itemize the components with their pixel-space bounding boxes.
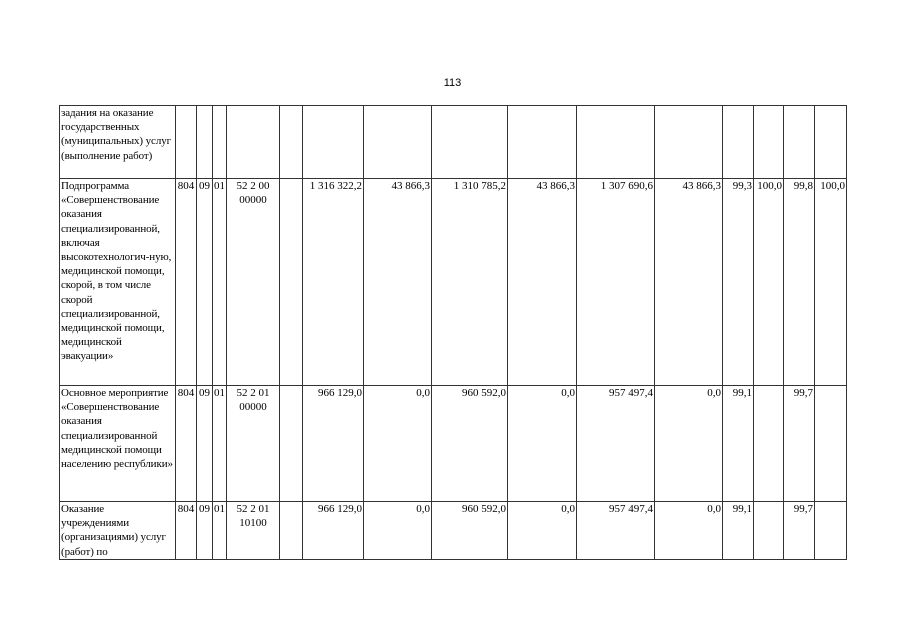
value-cell: 0,0 xyxy=(364,386,432,502)
grbs-code xyxy=(176,106,197,179)
value-cell xyxy=(364,106,432,179)
section-code: 09 xyxy=(197,179,213,386)
value-cell xyxy=(508,106,577,179)
section-code xyxy=(197,106,213,179)
value-cell: 43 866,3 xyxy=(655,179,723,386)
table-row xyxy=(60,502,847,560)
percent-cell: 99,7 xyxy=(784,502,815,560)
value-cell: 966 129,0 xyxy=(303,502,364,560)
value-cell: 0,0 xyxy=(364,502,432,560)
percent-cell xyxy=(754,106,784,179)
value-cell: 43 866,3 xyxy=(364,179,432,386)
percent-cell: 99,1 xyxy=(723,386,754,502)
percent-cell: 99,8 xyxy=(784,179,815,386)
subsection-code: 01 xyxy=(213,386,227,502)
expense-type-code xyxy=(280,502,303,560)
value-cell: 966 129,0 xyxy=(303,386,364,502)
table-row xyxy=(60,179,847,386)
target-article-code xyxy=(227,106,280,179)
target-article-code: 52 2 01 00000 xyxy=(227,386,280,502)
percent-cell: 100,0 xyxy=(815,179,847,386)
grbs-code: 804 xyxy=(176,386,197,502)
value-cell: 0,0 xyxy=(508,386,577,502)
row-name: Подпрограмма «Совершенствование оказания специализированной, включая высокотехнологич-ную, медицинской помощи, скорой, в том числе скорой специализированной, медицинской помощи, медицинской эвакуации» xyxy=(60,179,176,386)
target-article-code: 52 2 00 00000 xyxy=(227,179,280,386)
target-article-code: 52 2 01 10100 xyxy=(227,502,280,560)
grbs-code: 804 xyxy=(176,179,197,386)
subsection-code: 01 xyxy=(213,179,227,386)
percent-cell: 99,1 xyxy=(723,502,754,560)
expense-type-code xyxy=(280,179,303,386)
row-name: Оказание учреждениями (организациями) услуг (работ) по xyxy=(60,502,176,560)
value-cell: 957 497,4 xyxy=(577,386,655,502)
row-name: задания на оказание государственных (муниципальных) услуг (выполнение работ) xyxy=(60,106,176,179)
value-cell: 0,0 xyxy=(508,502,577,560)
section-code: 09 xyxy=(197,502,213,560)
value-cell xyxy=(577,106,655,179)
expense-type-code xyxy=(280,106,303,179)
value-cell: 1 316 322,2 xyxy=(303,179,364,386)
value-cell: 1 310 785,2 xyxy=(432,179,508,386)
value-cell: 960 592,0 xyxy=(432,502,508,560)
percent-cell: 99,3 xyxy=(723,179,754,386)
percent-cell xyxy=(815,106,847,179)
budget-table xyxy=(59,105,847,560)
row-name: Основное мероприятие «Совершенствование оказания специализированной медицинской помощи населению республики» xyxy=(60,386,176,502)
section-code: 09 xyxy=(197,386,213,502)
percent-cell xyxy=(815,502,847,560)
percent-cell xyxy=(754,386,784,502)
value-cell: 1 307 690,6 xyxy=(577,179,655,386)
table-row xyxy=(60,386,847,502)
value-cell: 0,0 xyxy=(655,386,723,502)
subsection-code: 01 xyxy=(213,502,227,560)
expense-type-code xyxy=(280,386,303,502)
table-row xyxy=(60,106,847,179)
value-cell: 0,0 xyxy=(655,502,723,560)
page-number: 113 xyxy=(443,77,462,89)
percent-cell xyxy=(815,386,847,502)
subsection-code xyxy=(213,106,227,179)
percent-cell xyxy=(723,106,754,179)
value-cell xyxy=(432,106,508,179)
percent-cell: 99,7 xyxy=(784,386,815,502)
percent-cell: 100,0 xyxy=(754,179,784,386)
value-cell: 43 866,3 xyxy=(508,179,577,386)
value-cell: 957 497,4 xyxy=(577,502,655,560)
grbs-code: 804 xyxy=(176,502,197,560)
value-cell xyxy=(303,106,364,179)
percent-cell xyxy=(784,106,815,179)
value-cell xyxy=(655,106,723,179)
percent-cell xyxy=(754,502,784,560)
value-cell: 960 592,0 xyxy=(432,386,508,502)
